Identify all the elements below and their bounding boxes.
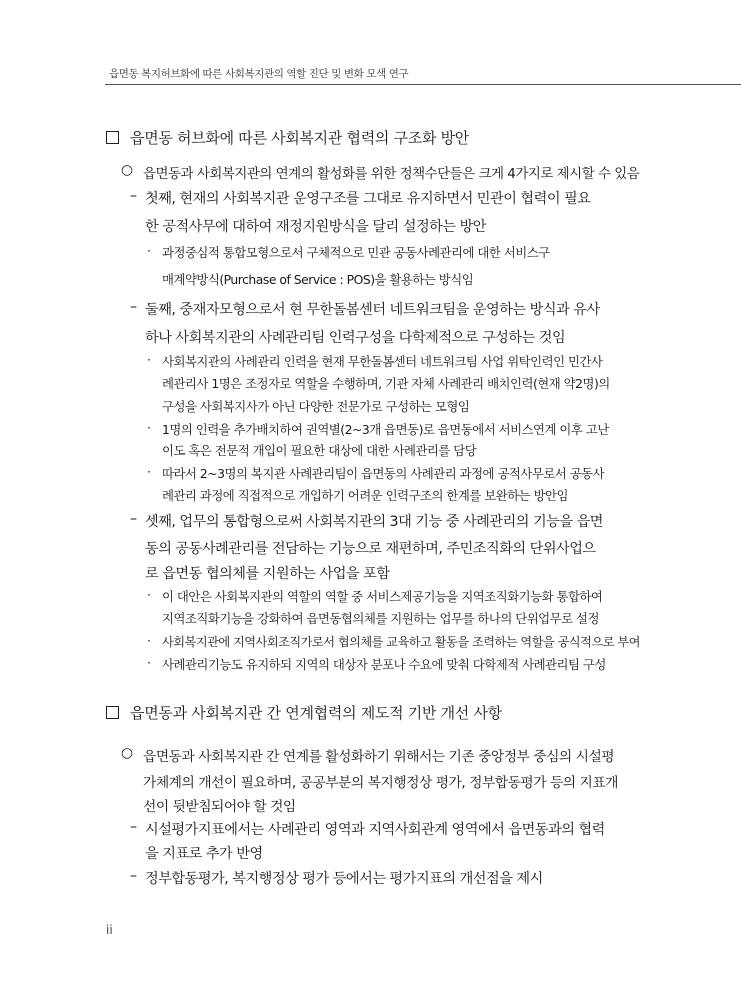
bullet-text-line: 이 대안은 사회복지관의 역할의 역할 중 서비스제공기능을 지역조직화기능화 통합하여: [162, 589, 603, 604]
bullet-text-line: 1명의 인력을 추가배치하여 권역별(2~3개 읍면동)로 읍면동에서 서비스연계 이후 고난: [162, 422, 609, 437]
dash-bullet-icon: –: [130, 299, 138, 315]
bullet-text-line: 을 지표로 추가 반영: [145, 846, 263, 862]
bullet-text-line: 선이 뒷받침되어야 할 것임: [143, 799, 296, 815]
section-heading-text: 읍면동 허브화에 따른 사회복지관 협력의 구조화 방안: [130, 129, 469, 147]
dot-bullet-icon: ·: [147, 352, 151, 367]
bullet-text-line: 구성을 사회복지사가 아닌 다양한 전문가로 구성하는 모형임: [162, 399, 470, 414]
bullet-text-line: 읍면동과 사회복지관 간 연계를 활성화하기 위해서는 기존 중앙정부 중심의 시설평: [143, 749, 615, 765]
bullet-text-line: 가체계의 개선이 필요하며, 공공부분의 복지행정상 평가, 정부합동평가 등의 지표개: [143, 775, 618, 791]
bullet-text-line: 첫째, 현재의 사회복지관 운영구조를 그대로 유지하면서 민관이 협력이 필요: [145, 191, 591, 207]
running-header: 읍면동 복지허브화에 따른 사회복지관의 역할 진단 및 변화 모색 연구: [109, 68, 409, 80]
dash-bullet-icon: –: [130, 188, 138, 204]
dot-bullet-icon: ·: [147, 587, 151, 602]
bullet-text-line: 사례관리기능도 유지하되 지역의 대상자 분포나 수요에 맞춰 다학제적 사례관리팀 구성: [162, 657, 606, 672]
bullet-text-line: 례관리 과정에 직접적으로 개입하기 어려운 인력구조의 한계를 보완하는 방안임: [162, 488, 568, 503]
bullet-text-line: 로 읍면동 협의체를 지원하는 사업을 포함: [145, 566, 390, 582]
bullet-text-line: 따라서 2~3명의 복지관 사례관리팀이 읍면동의 사례관리 과정에 공적사무로서 공동사: [162, 466, 605, 481]
dot-bullet-icon: ·: [147, 633, 151, 648]
bullet-text-line: 하나 사회복지관의 사례관리팀 인력구성을 다학제적으로 구성하는 것임: [145, 330, 566, 346]
dot-bullet-icon: ·: [147, 655, 151, 670]
bullet-text-line: 사회복지관에 지역사회조직가로서 협의체를 교육하고 활동을 조력하는 역할을 공식적으로 부여: [162, 635, 640, 649]
bullet-text-line: 지역조직화기능을 강화하여 읍면동협의체를 지원하는 업무를 하나의 단위업무로 설정: [162, 611, 599, 626]
bullet-text-line: 한 공적사무에 대하여 재정지원방식을 달리 설정하는 방안: [145, 219, 486, 235]
bullet-text-line: 매계약방식(Purchase of Service : POS)을 활용하는 방식임: [162, 272, 474, 287]
bullet-text-line: 셋째, 업무의 통합형으로써 사회복지관의 3대 기능 중 사례관리의 기능을 읍면: [145, 514, 603, 530]
dash-bullet-icon: –: [130, 511, 138, 527]
square-bullet-icon: [106, 706, 119, 719]
bullet-text-line: 과정중심적 통합모형으로서 구체적으로 민관 공동사례관리에 대한 서비스구: [162, 245, 550, 260]
bullet-text-line: 시설평가지표에서는 사례관리 영역과 지역사회관계 영역에서 읍면동과의 협력: [145, 822, 605, 838]
bullet-text-line: 이도 혹은 전문적 개입이 필요한 대상에 대한 사례관리를 담당: [162, 443, 477, 458]
section-heading: [106, 702, 502, 723]
dot-bullet-icon: ·: [147, 464, 151, 479]
bullet-text-line: 동의 공동사례관리를 전담하는 기능으로 재편하며, 주민조직화의 단위사업으: [145, 541, 596, 557]
section-heading-text: 읍면동과 사회복지관 간 연계협력의 제도적 기반 개선 사항: [130, 704, 502, 722]
page-number: ii: [106, 923, 113, 937]
bullet-text-line: 정부합동평가, 복지행정상 평가 등에서는 평가지표의 개선점을 제시: [145, 871, 543, 887]
dot-bullet-icon: ·: [147, 243, 151, 258]
bullet-text-line: 읍면동과 사회복지관의 연계의 활성화를 위한 정책수단들은 크게 4가지로 제시할 수 있음: [143, 166, 640, 182]
dash-bullet-icon: –: [130, 819, 138, 835]
bullet-text-line: 사회복지관의 사례관리 인력을 현재 무한돌봄센터 네트워크팀 사업 위탁인력인 민간사: [162, 354, 603, 369]
section-heading: [106, 127, 469, 148]
bullet-text-line: 둘째, 중재자모형으로서 현 무한돌봄센터 네트워크팀을 운영하는 방식과 유사: [145, 302, 600, 318]
circle-bullet-icon: ○: [121, 745, 134, 761]
bullet-text-line: 례관리사 1명은 조정자로 역할을 수행하며, 기관 자체 사례관리 배치인력(현재 약2명)의: [162, 376, 610, 391]
header-rule: [105, 84, 741, 85]
square-bullet-icon: [106, 131, 119, 144]
dot-bullet-icon: ·: [147, 420, 151, 435]
circle-bullet-icon: ○: [121, 162, 134, 178]
dash-bullet-icon: –: [130, 868, 138, 884]
